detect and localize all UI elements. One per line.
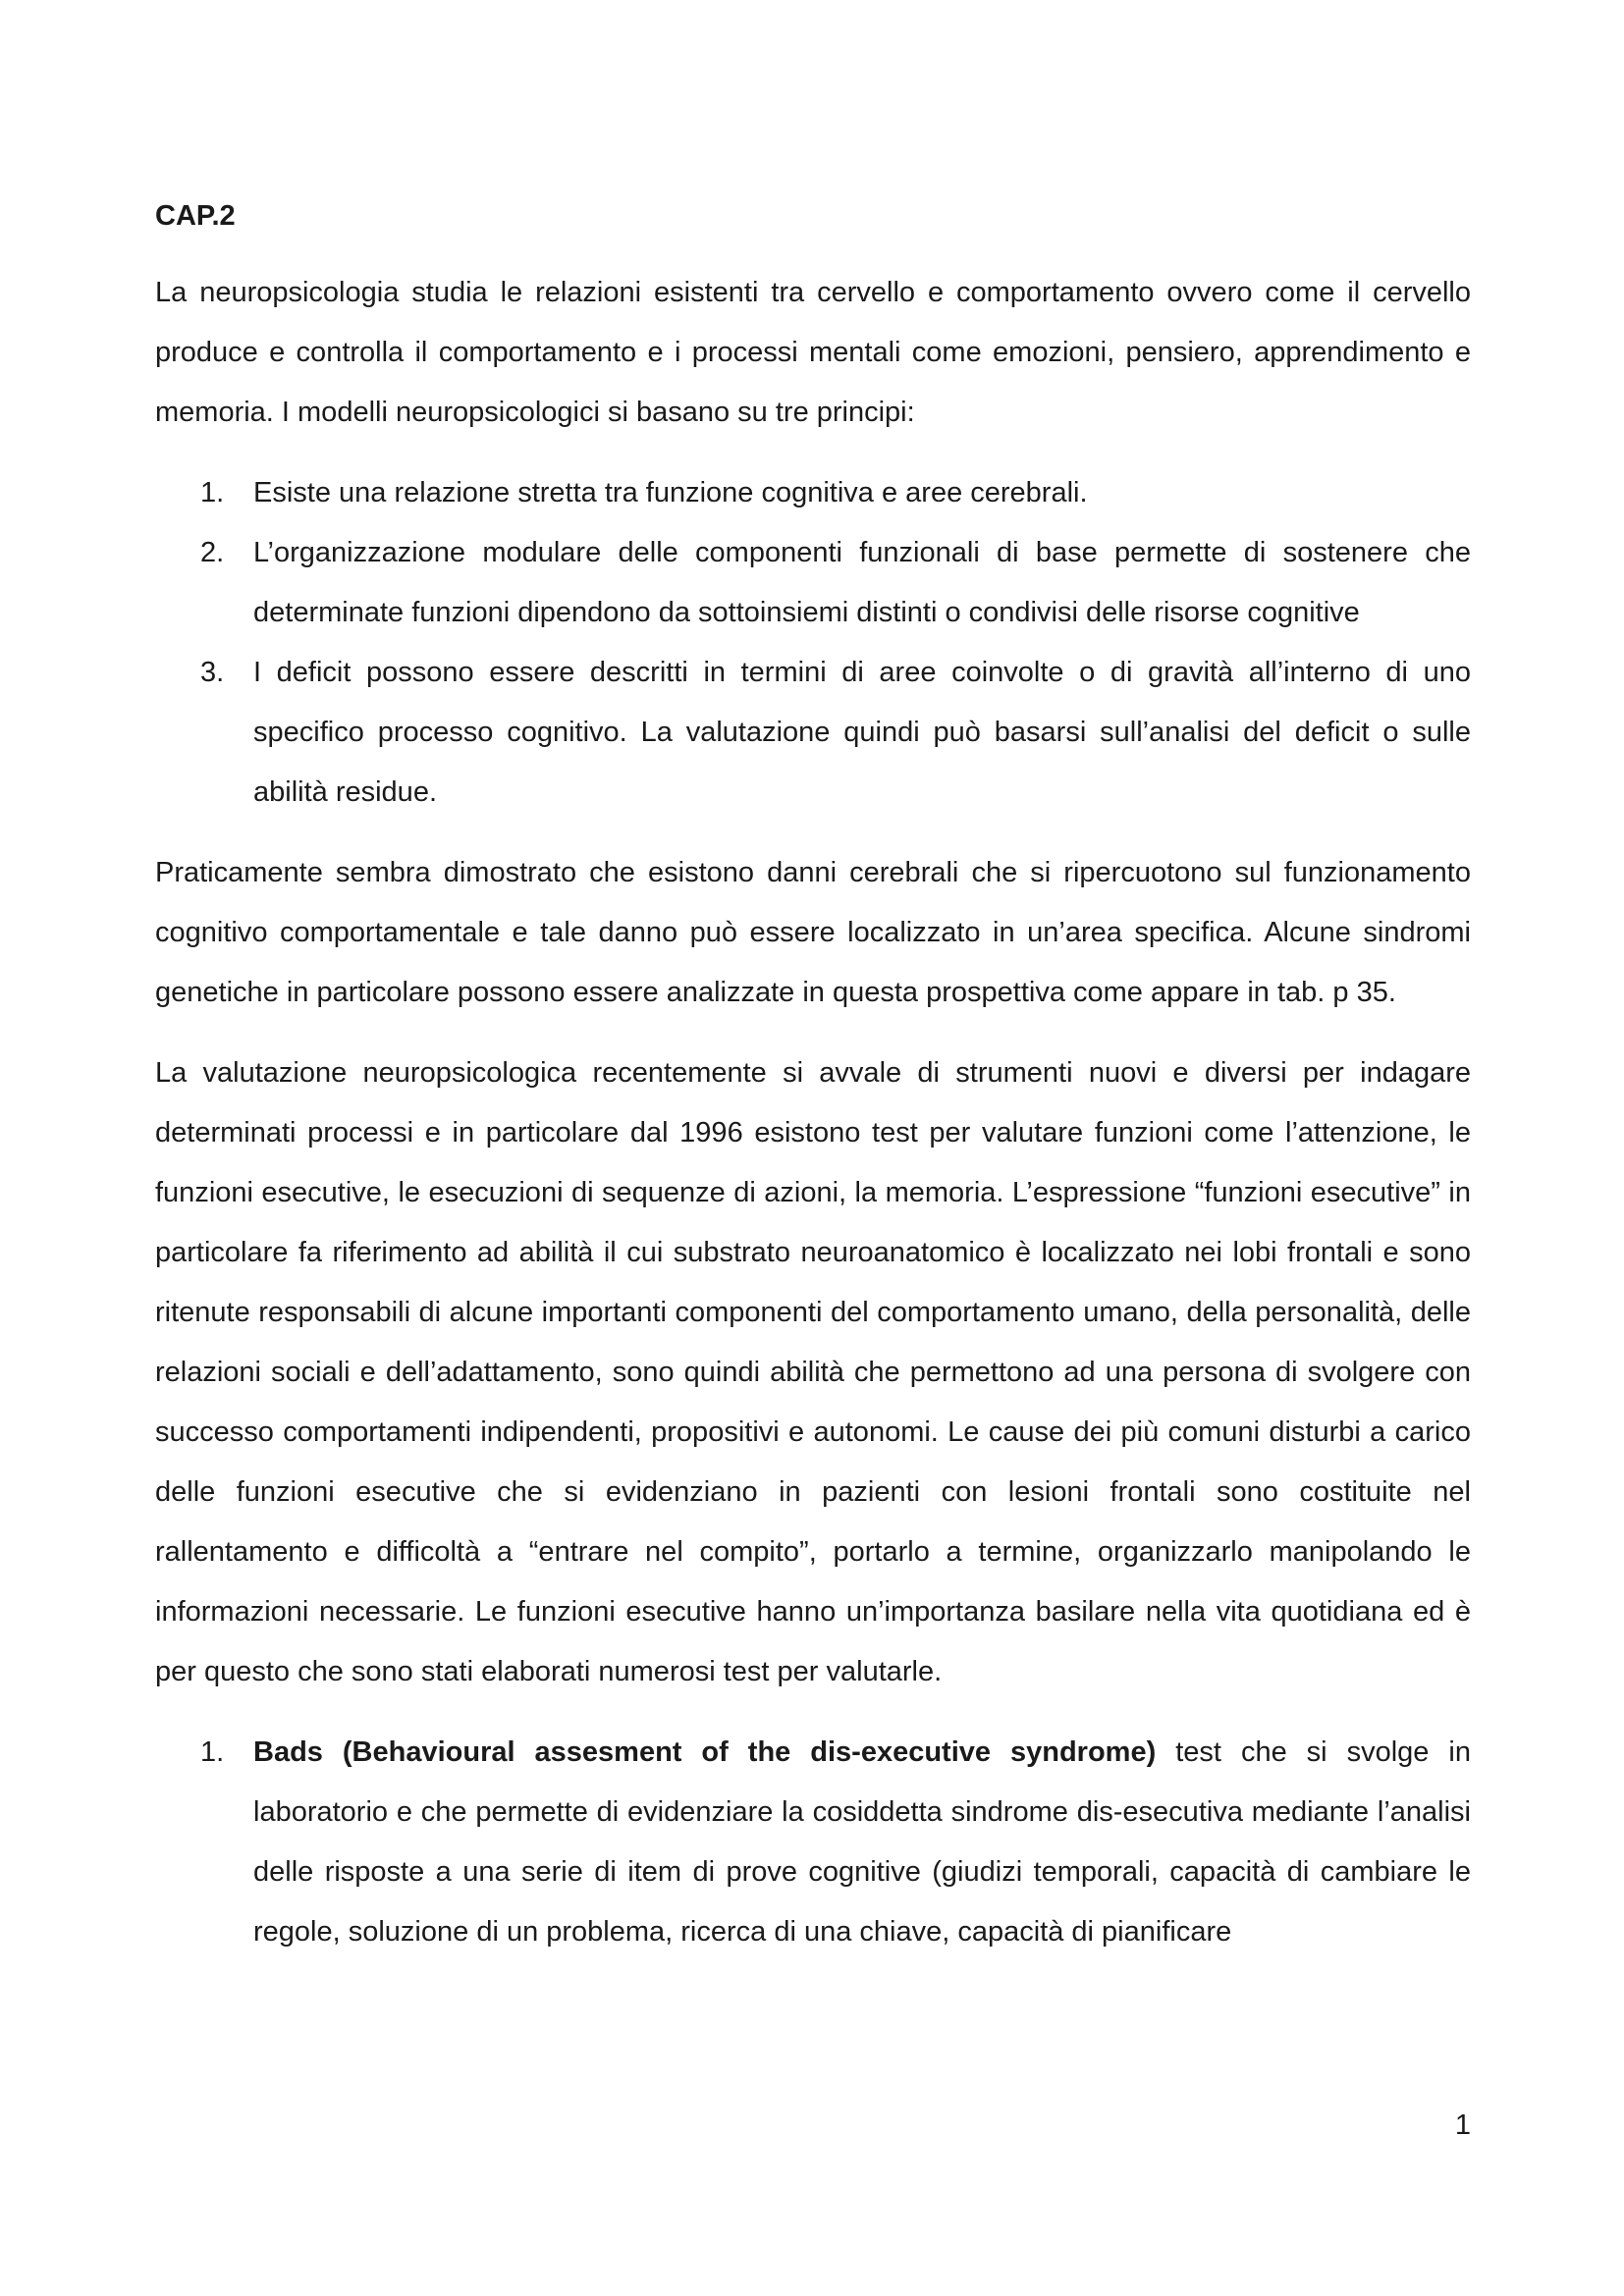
page-content (155, 188, 1471, 1962)
list-number: 1. (200, 477, 225, 508)
list-number: 1. (200, 1736, 225, 1768)
list-item-text: test che si svolge in laboratorio e che permette di evidenziare la cosiddetta sindrome dis-esecutiva mediante l’analisi delle risposte a una serie di item di prove cognitive (giudizi temporali, capacità di cambiare le regole, soluzione di un problema, ricerca di una chiave, capacità di pianificare (253, 1736, 1471, 1948)
body-paragraph-3: La valutazione neuropsicologica recentemente si avvale di strumenti nuovi e diversi per indagare determinati processi e in particolare dal 1996 esistono test per valutare funzioni come l’attenzione, le funzioni esecutive, le esecuzioni di sequenze di azioni, la memoria. L’espressione “funzioni esecutive” in particolare fa riferimento ad abilità il cui substrato neuroanatomico è localizzato nei lobi frontali e sono ritenute responsabili di alcune importanti componenti del comportamento umano, della personalità, delle relazioni sociali e dell’adattamento, sono quindi abilità che permettono ad una persona di svolgere con successo comportamenti indipendenti, propositivi e autonomi. Le cause dei più comuni disturbi a carico delle funzioni esecutive che si evidenziano in pazienti con lesioni frontali sono costituite nel rallentamento e difficoltà a “entrare nel compito”, portarlo a termine, organizzarlo manipolando le informazioni necessarie. Le funzioni esecutive hanno un’importanza basilare nella vita quotidiana ed è per questo che sono stati elaborati numerosi test per valutarle. (155, 1057, 1471, 1687)
list-item (155, 1723, 1471, 1962)
page-number: 1 (1454, 2109, 1471, 2141)
intro-paragraph: La neuropsicologia studia le relazioni esistenti tra cervello e comportamento ovvero come il cervello produce e controlla il comportamento e i processi mentali come emozioni, pensiero, apprendimento e memoria. I modelli neuropsicologici si basano su tre principi: (155, 277, 1471, 428)
list-item (155, 523, 1471, 643)
list-number: 2. (200, 537, 225, 568)
body-paragraph-2: Praticamente sembra dimostrato che esistono danni cerebrali che si ripercuotono sul funzionamento cognitivo comportamentale e tale danno può essere localizzato in un’area specifica. Alcune sindromi genetiche in particolare possono essere analizzate in questa prospettiva come appare in tab. p 35. (155, 857, 1471, 1008)
list-item (155, 463, 1471, 523)
list-item (155, 643, 1471, 823)
list-item-text: I deficit possono essere descritti in termini di aree coinvolte o di gravità all’interno di uno specifico processo cognitivo. La valutazione quindi può basarsi sull’analisi del deficit o sulle abilità residue. (253, 657, 1471, 808)
tests-list (155, 1723, 1471, 1962)
list-item-text: L’organizzazione modulare delle componenti funzionali di base permette di sostenere che determinate funzioni dipendono da sottoinsiemi distinti o condivisi delle risorse cognitive (253, 537, 1471, 628)
list-number: 3. (200, 657, 225, 688)
chapter-heading: CAP.2 (155, 200, 236, 232)
list-item-text: Esiste una relazione stretta tra funzione cognitiva e aree cerebrali. (253, 477, 1088, 508)
principles-list (155, 463, 1471, 823)
test-title: Bads (Behavioural assesment of the dis-executive syndrome) (253, 1736, 1157, 1768)
